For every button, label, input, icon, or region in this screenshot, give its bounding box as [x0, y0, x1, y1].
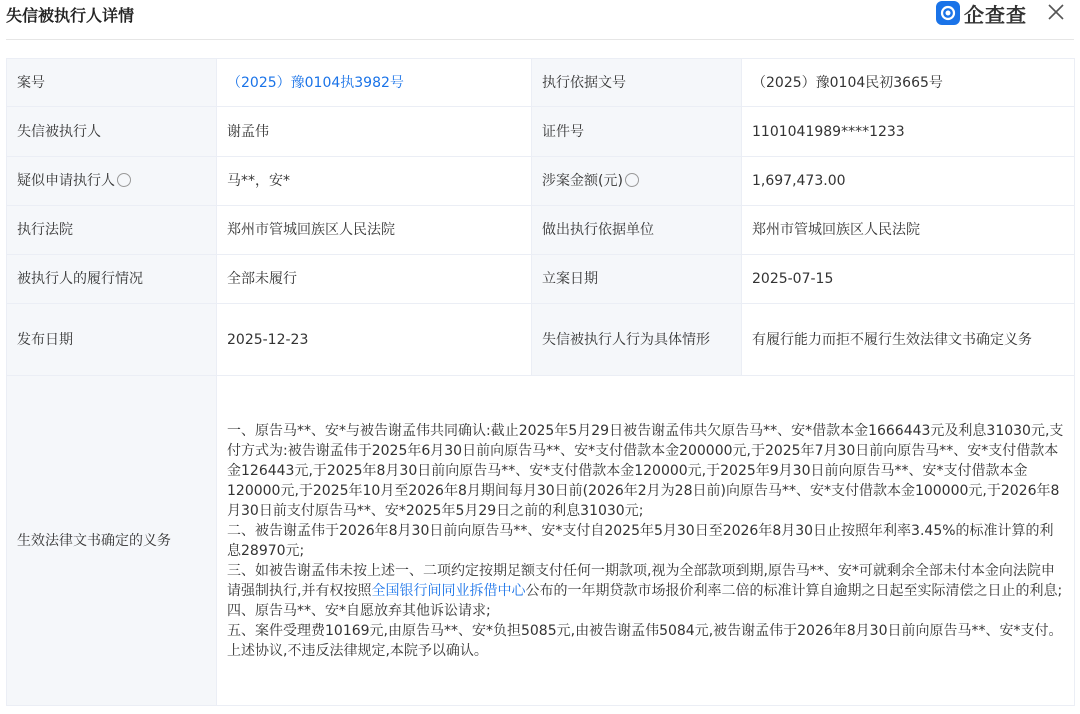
close-button[interactable] — [1045, 1, 1067, 23]
interbank-center-link[interactable]: 全国银行间同业拆借中心 — [371, 582, 526, 599]
label-executing-court: 执行法院 — [7, 206, 217, 255]
close-icon — [1047, 3, 1065, 21]
value-basis-document-number: （2025）豫0104民初3665号 — [742, 59, 1075, 107]
obligation-paragraph-5: 五、案件受理费10169元,由原告马**、安*负担5085元,由被告谢孟伟5084元,被告谢孟伟于2026年8月30日前向原告马**、安*支付。上述协议,不违反法律规定,本院予以确认。 — [227, 622, 1063, 659]
value-publish-date: 2025-12-23 — [217, 304, 532, 376]
value-obligation — [217, 376, 1075, 706]
obligation-paragraph-3 — [227, 561, 1064, 601]
obligation-paragraph-4: 四、原告马**、安*自愿放弃其他诉讼请求; — [227, 602, 491, 619]
value-specific-circumstance: 有履行能力而拒不履行生效法律文书确定义务 — [742, 304, 1075, 376]
table-row — [7, 376, 1075, 706]
value-executing-court: 郑州市管城回族区人民法院 — [217, 206, 532, 255]
label-specific-circumstance: 失信被执行人行为具体情形 — [532, 304, 742, 376]
value-amount: 1,697,473.00 — [742, 157, 1075, 206]
label-performance-status: 被执行人的履行情况 — [7, 255, 217, 304]
label-amount-cell — [532, 157, 742, 206]
label-basis-document-number: 执行依据文号 — [532, 59, 742, 107]
value-basis-issuer: 郑州市管城回族区人民法院 — [742, 206, 1075, 255]
dialog-header — [0, 0, 1080, 30]
header-divider — [6, 39, 1074, 40]
case-number-link[interactable]: （2025）豫0104执3982号 — [227, 74, 404, 91]
label-dishonest-person: 失信被执行人 — [7, 107, 217, 157]
label-applicant-cell — [7, 157, 217, 206]
label-filing-date: 立案日期 — [532, 255, 742, 304]
qichacha-logo — [936, 0, 1027, 26]
logo-text: 企查查 — [964, 2, 1027, 27]
obligation-text: 公布的一年期贷款市场报价利率二倍的标准计算自逾期之日起至实际清偿之日止的利息; — [525, 582, 1063, 599]
table-row — [7, 107, 1075, 157]
label-publish-date: 发布日期 — [7, 304, 217, 376]
obligation-paragraph-1: 一、原告马**、安*与被告谢孟伟共同确认:截止2025年5月29日被告谢孟伟共欠原告马**、安*借款本金1666443元及利息31030元,支付方式为:被告谢孟伟于2025年6月30日前向原告马**、安*支付借款本金200000元,于2025年7月30日前向原告马**、安*支付借款本金126443元,于2025年8月30日前向原告马**、安*支付借款本金120000元,于2025年9月30日前向原告马**、安*支付借款本金120000元,于2025年10月至2026年8月期间每月30日前(2026年2月为28日前)向原告马**、安*支付借款本金100000元,于2026年8月30日前支付原告马**、安*2025年5月29日之前的利息31030元; — [227, 422, 1064, 519]
table-row — [7, 157, 1075, 206]
table-row — [7, 255, 1075, 304]
details-table — [6, 58, 1075, 706]
label-id-number: 证件号 — [532, 107, 742, 157]
value-applicant: 马**，安* — [217, 157, 532, 206]
table-row — [7, 59, 1075, 107]
label-basis-issuer: 做出执行依据单位 — [532, 206, 742, 255]
table-row — [7, 304, 1075, 376]
label-amount: 涉案金额(元) — [542, 173, 623, 189]
value-performance-status: 全部未履行 — [217, 255, 532, 304]
label-applicant: 疑似申请执行人 — [17, 173, 115, 189]
dialog-title: 失信被执行人详情 — [6, 6, 135, 25]
obligation-text: 三、如被告谢孟伟未按上述一、二项约定按期足额支付任何一期款项,视为全部款项到期,原告马**、安*可就剩余全部未付本金向法院申请强制执行,并有权按照 — [227, 562, 1055, 599]
table-row — [7, 206, 1075, 255]
value-id-number: 1101041989****1233 — [742, 107, 1075, 157]
info-icon[interactable] — [117, 173, 131, 187]
label-case-number: 案号 — [7, 59, 217, 107]
info-icon[interactable] — [625, 173, 639, 187]
logo-badge-icon — [936, 1, 960, 25]
value-filing-date: 2025-07-15 — [742, 255, 1075, 304]
label-obligation: 生效法律文书确定的义务 — [7, 376, 217, 706]
value-dishonest-person: 谢孟伟 — [217, 107, 532, 157]
obligation-paragraph-2: 二、被告谢孟伟于2026年8月30日前向原告马**、安*支付自2025年5月30日至2026年8月30日止按照年利率3.45%的标准计算的利息28970元; — [227, 522, 1054, 559]
